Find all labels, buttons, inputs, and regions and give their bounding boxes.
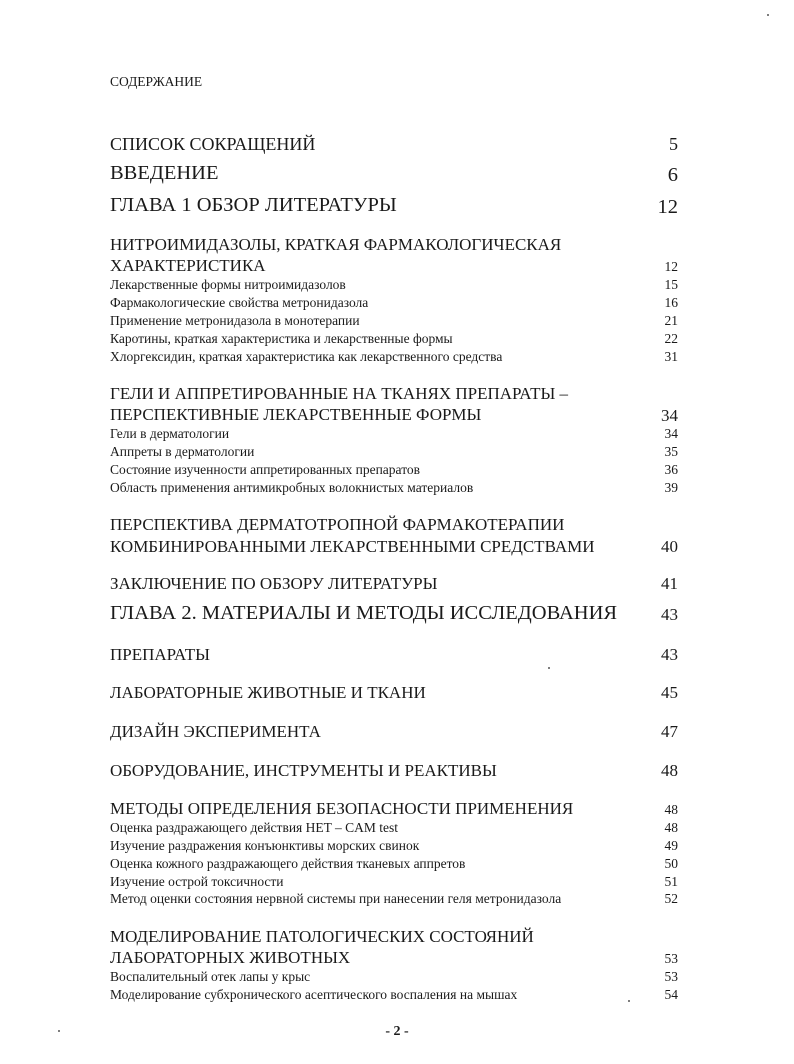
toc-entry-page: 40: [661, 537, 678, 556]
toc-entry-page: 34: [664, 426, 678, 441]
toc-entry-title: Аппреты в дерматологии: [110, 444, 255, 459]
toc-entry-title-line2: ПЕРСПЕКТИВНЫЕ ЛЕКАРСТВЕННЫЕ ФОРМЫ: [110, 405, 482, 424]
toc-entry-page: 21: [664, 313, 678, 328]
toc-entry-page: 54: [664, 987, 678, 1002]
toc-entry-title-line1: ГЕЛИ И АППРЕТИРОВАННЫЕ НА ТКАНЯХ ПРЕПАРАТЫ –: [110, 384, 569, 403]
toc-entry-title: Метод оценки состояния нервной системы при нанесении геля метронидазола: [110, 891, 562, 906]
toc-entry-page: 12: [657, 196, 678, 218]
toc-entry-page: 48: [664, 820, 678, 835]
toc-entry-title: ВВЕДЕНИЕ: [110, 162, 219, 184]
toc-entry-title: ГЛАВА 2. МАТЕРИАЛЫ И МЕТОДЫ ИССЛЕДОВАНИЯ: [110, 602, 618, 624]
toc-entry-title: ПРЕПАРАТЫ: [110, 645, 210, 664]
toc-entry-page: 15: [664, 277, 678, 292]
toc-entry-title: Область применения антимикробных волокнистых материалов: [110, 480, 474, 495]
toc-entry-page: 39: [664, 480, 678, 495]
toc-entry-title: ДИЗАЙН ЭКСПЕРИМЕНТА: [110, 722, 321, 741]
toc-entry-page: 31: [664, 349, 678, 364]
toc-entry-title: СПИСОК СОКРАЩЕНИЙ: [110, 134, 316, 154]
toc-entry-title: Хлоргексидин, краткая характеристика как лекарственного средства: [110, 349, 503, 364]
toc-entry-page: 53: [664, 969, 678, 984]
toc-entry-title-line1: МОДЕЛИРОВАНИЕ ПАТОЛОГИЧЕСКИХ СОСТОЯНИЙ: [110, 927, 534, 946]
scan-speck: [628, 1000, 630, 1002]
toc-entry-page: 43: [661, 645, 678, 664]
toc-entry-title-line2: КОМБИНИРОВАННЫМИ ЛЕКАРСТВЕННЫМИ СРЕДСТВАМИ: [110, 537, 595, 556]
toc-entry-title: Состояние изученности аппретированных препаратов: [110, 462, 421, 477]
toc-entry-title: ГЛАВА 1 ОБЗОР ЛИТЕРАТУРЫ: [110, 194, 397, 216]
scan-speck: [767, 14, 769, 16]
toc-entry-title: Изучение раздражения конъюнктивы морских свинок: [110, 838, 420, 853]
toc-entry-title: ЛАБОРАТОРНЫЕ ЖИВОТНЫЕ И ТКАНИ: [110, 683, 426, 702]
toc-entry-page: 48: [664, 802, 678, 817]
toc-entry-title: Моделирование субхронического асептического воспаления на мышах: [110, 987, 518, 1002]
toc-entry-page: 43: [661, 605, 678, 624]
toc-entry-title: Каротины, краткая характеристика и лекарственные формы: [110, 331, 453, 346]
toc-entry-page: 49: [664, 838, 678, 853]
toc-entry-title: МЕТОДЫ ОПРЕДЕЛЕНИЯ БЕЗОПАСНОСТИ ПРИМЕНЕНИЯ: [110, 799, 574, 818]
toc-entry-title-line1: ПЕРСПЕКТИВА ДЕРМАТОТРОПНОЙ ФАРМАКОТЕРАПИИ: [110, 515, 565, 534]
toc-entry-title-line1: НИТРОИМИДАЗОЛЫ, КРАТКАЯ ФАРМАКОЛОГИЧЕСКАЯ: [110, 235, 562, 254]
toc-entry-page: 47: [661, 722, 678, 741]
toc-entry-page: 36: [664, 462, 678, 477]
toc-entry-title: Воспалительный отек лапы у крыс: [110, 969, 311, 984]
toc-entry-page: 12: [664, 259, 678, 274]
toc-entry-title: ЗАКЛЮЧЕНИЕ ПО ОБЗОРУ ЛИТЕРАТУРЫ: [110, 574, 438, 593]
toc-entry-page: 45: [661, 683, 678, 702]
toc-entry-title: Лекарственные формы нитроимидазолов: [110, 277, 346, 292]
toc-entry-page: 48: [661, 761, 678, 780]
toc-entry-title: Гели в дерматологии: [110, 426, 230, 441]
toc-heading: СОДЕРЖАНИЕ: [110, 74, 203, 89]
toc-entry-page: 53: [664, 951, 678, 966]
toc-entry-title: ОБОРУДОВАНИЕ, ИНСТРУМЕНТЫ И РЕАКТИВЫ: [110, 761, 497, 780]
toc-entry-title: Изучение острой токсичности: [110, 874, 284, 889]
toc-entry-title: Оценка раздражающего действия HET – CAM test: [110, 820, 399, 835]
toc-entry-page: 52: [664, 891, 678, 906]
toc-entry-title-line2: ЛАБОРАТОРНЫХ ЖИВОТНЫХ: [110, 948, 351, 967]
toc-entry-title: Оценка кожного раздражающего действия тканевых аппретов: [110, 856, 466, 871]
page-number: - 2 -: [385, 1024, 409, 1039]
scan-speck: [548, 667, 550, 669]
toc-entry-page: 50: [664, 856, 678, 871]
toc-entry-page: 6: [667, 164, 678, 186]
toc-entry-page: 34: [661, 406, 678, 425]
scan-speck: [58, 1030, 60, 1032]
toc-entry-title-line2: ХАРАКТЕРИСТИКА: [110, 256, 266, 275]
toc-entry-page: 16: [664, 295, 678, 310]
toc-entry-title: Фармакологические свойства метронидазола: [110, 295, 369, 310]
toc-entry-page: 41: [661, 574, 678, 593]
toc-entry-page: 22: [664, 331, 678, 346]
toc-entry-page: 51: [664, 874, 678, 889]
toc-entry-title: Применение метронидазола в монотерапии: [110, 313, 360, 328]
toc-entry-page: 5: [669, 134, 678, 154]
toc-entry-page: 35: [664, 444, 678, 459]
